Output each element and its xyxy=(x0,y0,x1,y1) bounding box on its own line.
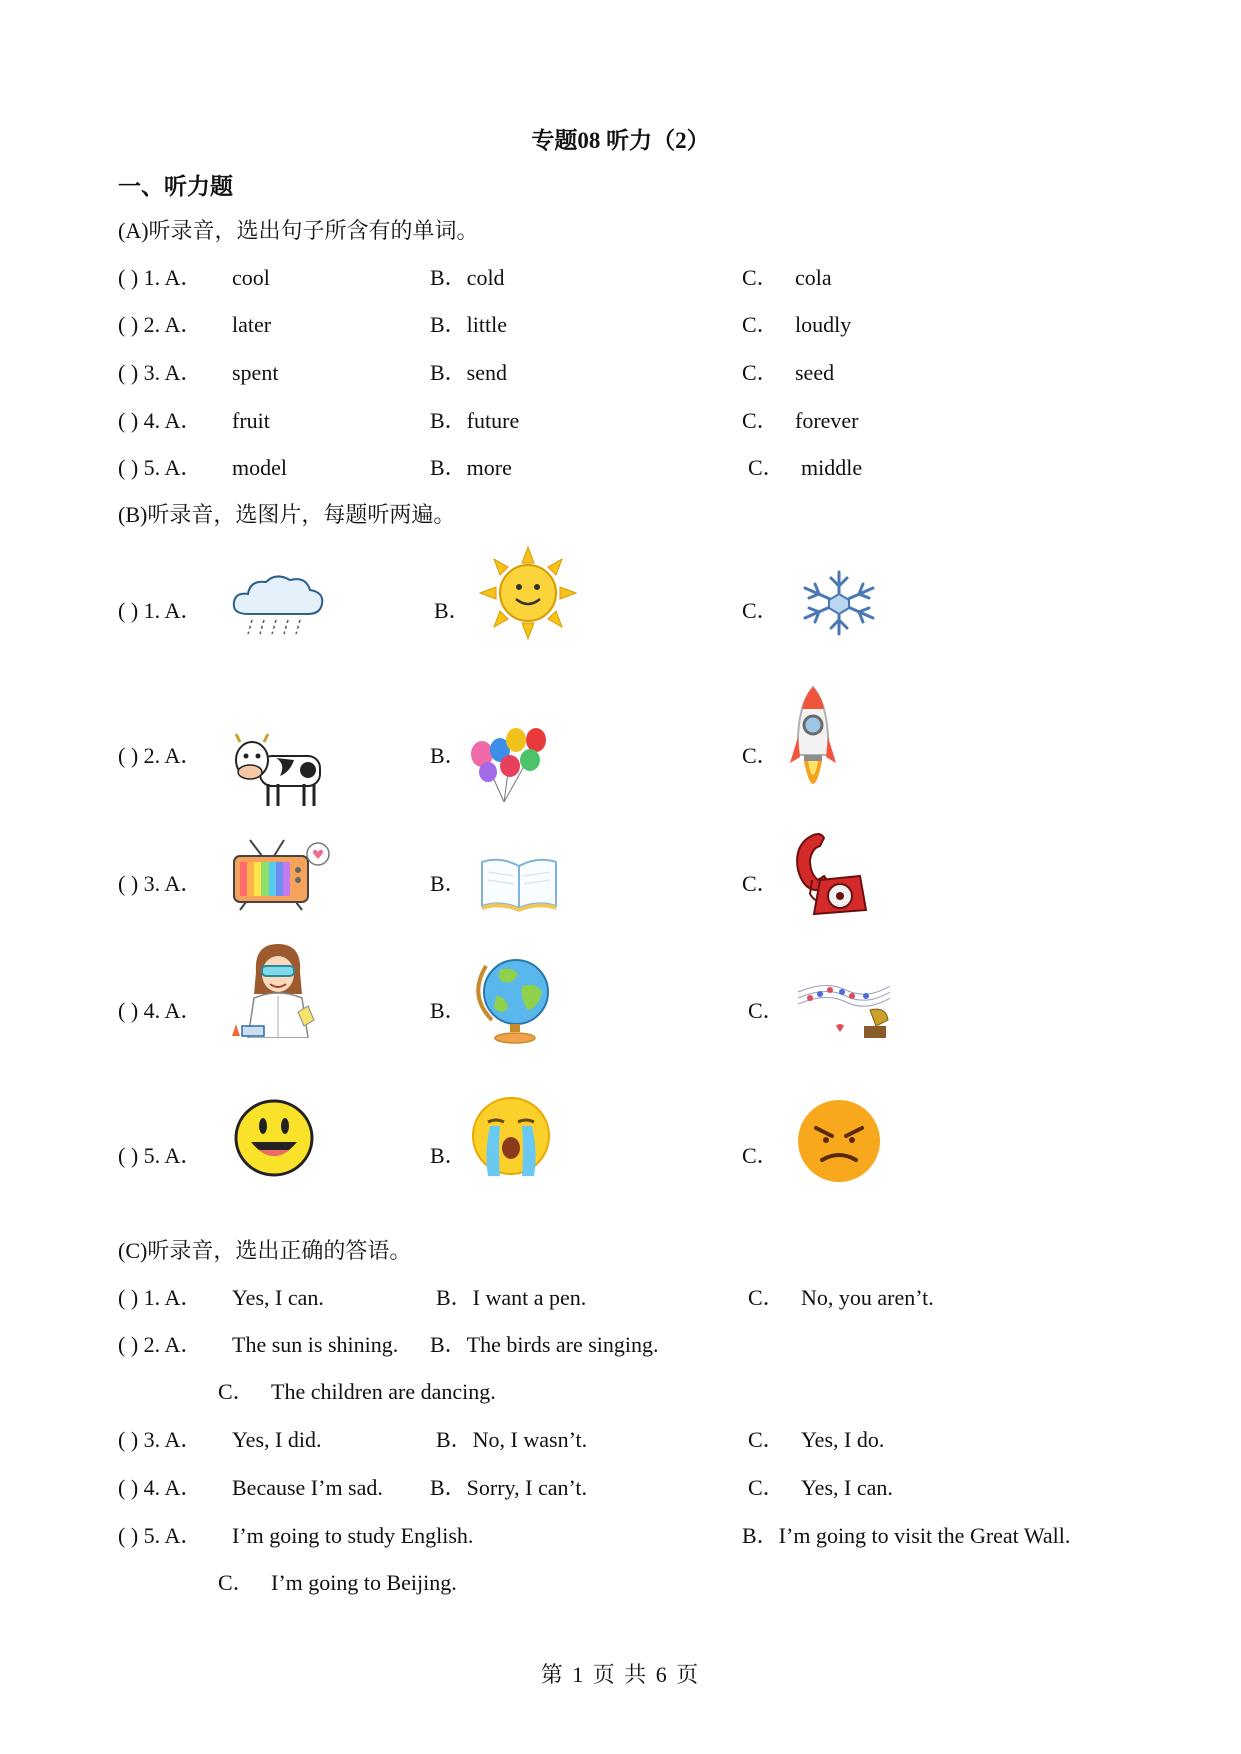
part-c-q5-option-c: I’m going to Beijing. xyxy=(271,1570,457,1595)
part-a-q3-option-b: B．send xyxy=(430,360,508,385)
part-a-q4-option-b: B．future xyxy=(430,408,520,433)
part-a-instruction: (A)听录音，选出句子所含有的单词。 xyxy=(118,218,479,243)
part-c-q1-number: ( ) 1. A． xyxy=(118,1285,203,1310)
book-icon xyxy=(478,856,560,912)
part-b-q4-option-c: C． xyxy=(748,998,785,1023)
part-b-q2-number: ( ) 2. A． xyxy=(118,743,203,768)
scientist-icon xyxy=(228,942,324,1038)
part-c-q1-option-a: Yes, I can. xyxy=(232,1285,324,1310)
part-b-q5-option-b: B． xyxy=(430,1143,467,1168)
part-a-q3-number: ( ) 3. A． xyxy=(118,360,203,385)
part-a-q1-option-a: cool xyxy=(232,265,270,290)
part-a-q4-number: ( ) 4. A． xyxy=(118,408,203,433)
part-a-q4-option-c: forever xyxy=(795,408,859,433)
part-b-q3-option-b: B． xyxy=(430,871,467,896)
part-c-q2-option-a: The sun is shining. xyxy=(232,1332,399,1357)
part-b-q2-option-c: C． xyxy=(742,743,779,768)
snowflake-icon xyxy=(795,568,883,638)
part-c-q4-option-b: B．Sorry, I can’t. xyxy=(430,1475,588,1500)
part-a-q4-option-c-label: C． xyxy=(742,408,779,433)
page-footer: 第 1 页 共 6 页 xyxy=(540,1662,701,1687)
part-c-q3-option-a: Yes, I did. xyxy=(232,1427,322,1452)
part-b-q3-option-c: C． xyxy=(742,871,779,896)
part-c-q4-option-c: Yes, I can. xyxy=(801,1475,893,1500)
part-b-q3-number: ( ) 3. A． xyxy=(118,871,203,896)
part-c-q1-option-c-label: C． xyxy=(748,1285,785,1310)
part-b-q5-option-c: C． xyxy=(742,1143,779,1168)
telephone-icon xyxy=(790,830,868,916)
part-b-q4-option-b: B． xyxy=(430,998,467,1023)
section-heading: 一、听力题 xyxy=(118,174,233,199)
angry-face-icon xyxy=(796,1098,882,1184)
music-gramophone-icon xyxy=(796,976,892,1042)
part-c-instruction: (C)听录音，选出正确的答语。 xyxy=(118,1238,412,1263)
part-c-q3-option-b: B．No, I wasn’t. xyxy=(436,1427,588,1452)
part-c-q4-option-c-label: C． xyxy=(748,1475,785,1500)
part-c-q3-option-c-label: C． xyxy=(748,1427,785,1452)
part-c-q4-number: ( ) 4. A． xyxy=(118,1475,203,1500)
part-a-q2-option-b: B．little xyxy=(430,312,508,337)
part-b-q5-number: ( ) 5. A． xyxy=(118,1143,203,1168)
part-c-q4-option-a: Because I’m sad. xyxy=(232,1475,383,1500)
part-a-q3-option-a: spent xyxy=(232,360,279,385)
part-c-q5-option-c-label: C． xyxy=(218,1570,255,1595)
happy-face-icon xyxy=(233,1098,315,1178)
part-c-q3-number: ( ) 3. A． xyxy=(118,1427,203,1452)
part-a-q3-option-c: seed xyxy=(795,360,835,385)
part-c-q1-option-b: B．I want a pen. xyxy=(436,1285,587,1310)
rain-cloud-icon xyxy=(230,570,326,640)
page-title: 专题08 听力（2） xyxy=(531,128,710,153)
cow-icon xyxy=(230,730,326,810)
part-a-q5-option-b: B．more xyxy=(430,455,512,480)
crying-face-icon xyxy=(470,1096,552,1180)
part-c-q3-option-c: Yes, I do. xyxy=(801,1427,885,1452)
part-b-q4-number: ( ) 4. A． xyxy=(118,998,203,1023)
part-b-q1-option-c: C． xyxy=(742,598,779,623)
part-b-instruction: (B)听录音，选图片，每题听两遍。 xyxy=(118,502,456,527)
part-a-q1-number: ( ) 1. A． xyxy=(118,265,203,290)
part-a-q3-option-c-label: C． xyxy=(742,360,779,385)
part-c-q1-option-c: No, you aren’t. xyxy=(801,1285,934,1310)
part-a-q2-option-c: loudly xyxy=(795,312,852,337)
rocket-icon xyxy=(790,685,836,807)
balloons-icon xyxy=(464,726,556,806)
part-b-q1-option-b: B． xyxy=(434,598,471,623)
part-c-q2-option-b: B．The birds are singing. xyxy=(430,1332,659,1357)
part-c-q5-number: ( ) 5. A． xyxy=(118,1523,203,1548)
part-a-q2-number: ( ) 2. A． xyxy=(118,312,203,337)
part-b-q1-number: ( ) 1. A． xyxy=(118,598,203,623)
part-a-q2-option-c-label: C． xyxy=(742,312,779,337)
part-c-q5-option-a: I’m going to study English. xyxy=(232,1523,474,1548)
part-a-q1-option-c-label: C． xyxy=(742,265,779,290)
part-a-q1-option-b: B．cold xyxy=(430,265,505,290)
part-a-q5-number: ( ) 5. A． xyxy=(118,455,203,480)
part-a-q4-option-a: fruit xyxy=(232,408,270,433)
part-a-q1-option-c: cola xyxy=(795,265,832,290)
part-a-q2-option-a: later xyxy=(232,312,272,337)
part-b-q2-option-b: B． xyxy=(430,743,467,768)
sun-icon xyxy=(478,545,578,641)
part-c-q2-option-c-label: C． xyxy=(218,1379,255,1404)
part-a-q5-option-c-label: C． xyxy=(748,455,785,480)
globe-icon xyxy=(472,952,554,1044)
part-a-q5-option-a: model xyxy=(232,455,287,480)
part-c-q5-option-b: B．I’m going to visit the Great Wall. xyxy=(742,1523,1071,1548)
tv-icon xyxy=(232,838,332,912)
part-a-q5-option-c: middle xyxy=(801,455,863,480)
part-c-q2-number: ( ) 2. A． xyxy=(118,1332,203,1357)
part-c-q2-option-c: The children are dancing. xyxy=(271,1379,496,1404)
